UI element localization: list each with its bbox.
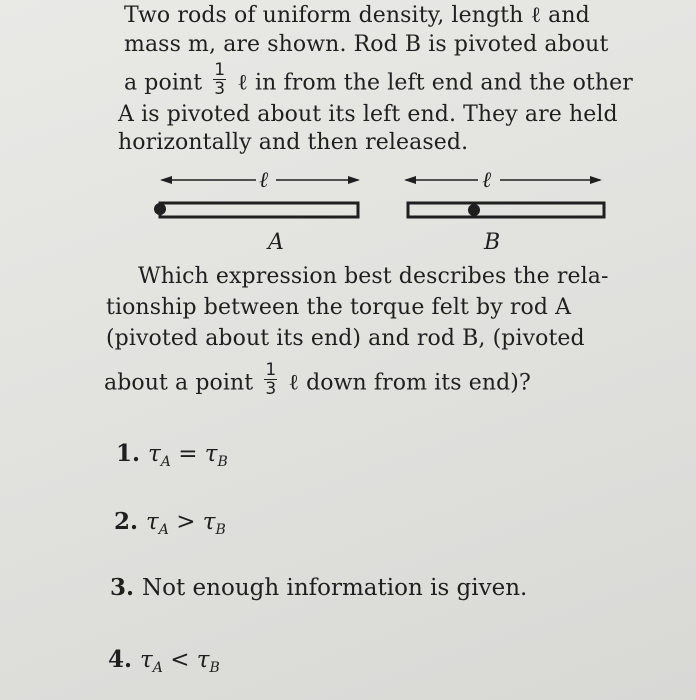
question-line-2: tionship between the torque felt by rod A — [106, 295, 572, 320]
intro-line-2: mass m, are shown. Rod B is pivoted about — [124, 32, 609, 57]
rod-b-length-label: ℓ — [482, 168, 492, 193]
rod-a-label: A — [268, 230, 284, 255]
rod-b-arrowhead-left — [404, 176, 416, 184]
question-line-1: Which expression best describes the rela- — [138, 264, 609, 289]
question-fraction-numerator: 1 — [265, 360, 277, 380]
option-1-rhs-sub: B — [217, 454, 228, 470]
rod-b-pivot — [468, 204, 480, 216]
option-1-number: 1. — [116, 440, 141, 467]
question-line-3: (pivoted about its end) and rod B, (pivoted — [106, 326, 585, 351]
option-2-operator: > — [176, 509, 196, 535]
option-4-rhs: τ — [196, 647, 210, 673]
rod-a-arrowhead-right — [348, 176, 360, 184]
option-2[interactable] — [114, 508, 226, 538]
option-1-lhs: τ — [148, 441, 161, 467]
fraction-denominator: 3 — [214, 79, 226, 99]
option-2-lhs: τ — [146, 509, 159, 535]
rod-a-arrowhead-left — [160, 176, 172, 184]
option-2-number: 2. — [114, 508, 139, 535]
rod-b-arrowhead-right — [590, 176, 602, 184]
option-4-lhs: τ — [140, 647, 153, 673]
intro-line-3-end: ℓ in from the left end and the other — [237, 70, 633, 96]
rod-a-length-label: ℓ — [259, 168, 269, 193]
option-2-rhs-sub: B — [215, 522, 226, 538]
option-4-lhs-sub: A — [152, 660, 163, 676]
question-fraction-denominator: 3 — [265, 379, 277, 399]
intro-line-1: Two rods of uniform density, length ℓ and — [124, 3, 590, 28]
option-3[interactable] — [110, 574, 527, 601]
rod-a — [160, 203, 358, 217]
intro-line-5: horizontally and then released. — [118, 130, 469, 155]
question-line-4 — [104, 360, 531, 401]
question-line-4-end: ℓ down from its end)? — [288, 370, 531, 396]
option-1[interactable] — [116, 440, 228, 470]
intro-line-3-start: a point — [124, 70, 203, 96]
option-2-lhs-sub: A — [158, 522, 169, 538]
option-4-rhs-sub: B — [209, 660, 220, 676]
option-4-operator: < — [170, 647, 190, 673]
rod-b — [408, 203, 604, 217]
rod-a-pivot — [154, 203, 166, 215]
intro-line-4: A is pivoted about its left end. They are held — [118, 102, 618, 127]
fraction-numerator: 1 — [214, 60, 226, 80]
question-line-4-start: about a point — [104, 370, 254, 396]
option-4[interactable] — [108, 646, 220, 676]
option-1-operator: = — [178, 441, 198, 467]
option-3-number: 3. — [110, 574, 135, 601]
option-4-number: 4. — [108, 646, 133, 673]
option-2-rhs: τ — [202, 509, 216, 535]
question-fraction — [264, 362, 277, 397]
option-1-lhs-sub: A — [160, 454, 171, 470]
rod-b-label: B — [484, 230, 501, 255]
option-1-rhs: τ — [204, 441, 218, 467]
option-3-text: Not enough information is given. — [142, 575, 528, 601]
